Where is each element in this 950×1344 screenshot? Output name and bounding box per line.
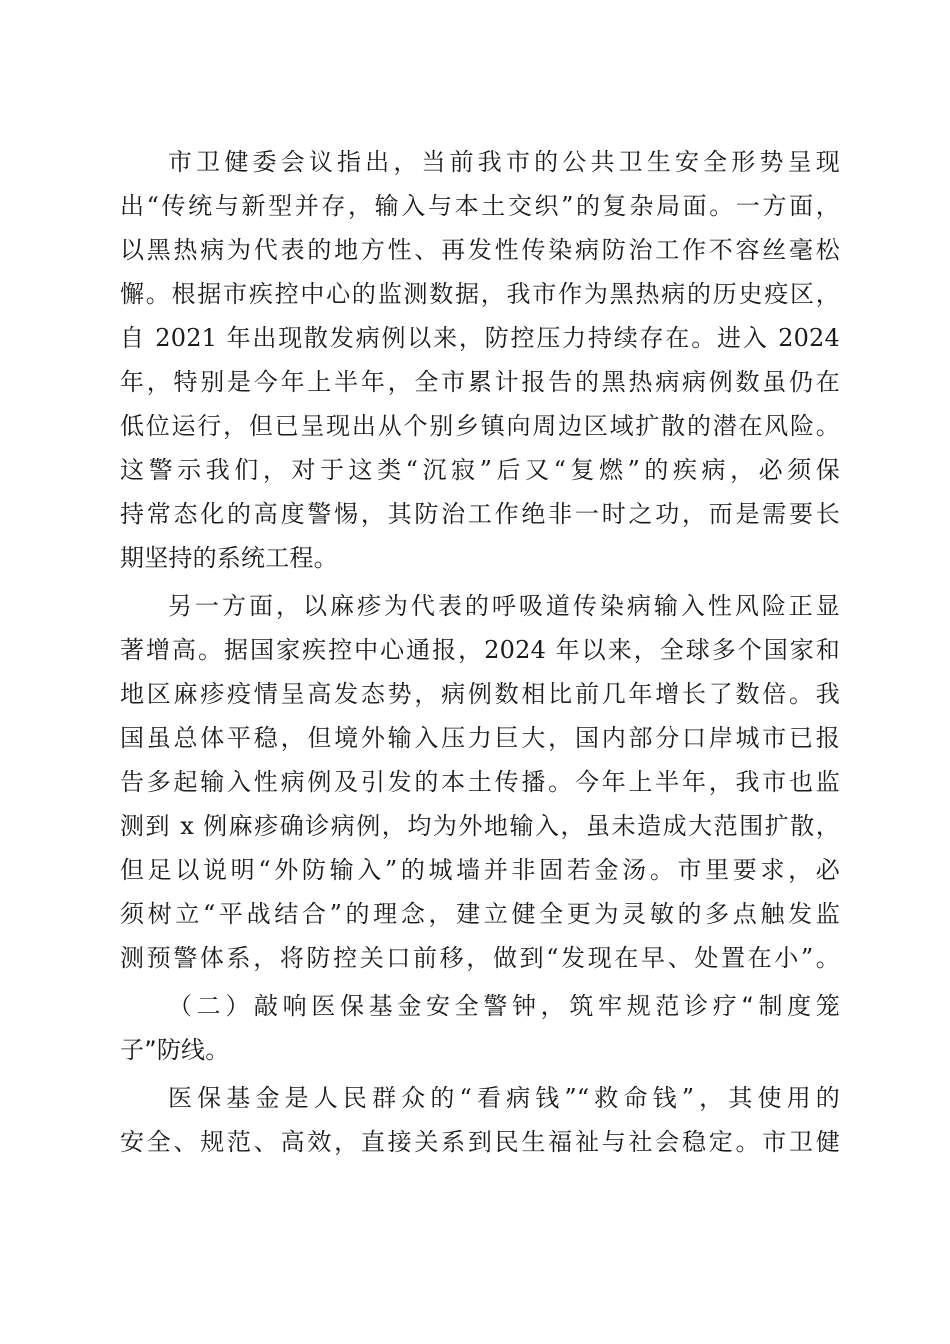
paragraph-1-line-1: 市卫健委会议指出，当前我市的公共卫生安全形势呈现 [168, 148, 840, 176]
paragraph-2-line-5: 告多起输入性病例及引发的本土传播。今年上半年，我市也监 [120, 768, 840, 796]
section-heading-line-1: （二）敲响医保基金安全警钟，筑牢规范诊疗“制度笼 [168, 992, 840, 1020]
paragraph-1-line-6: 年，特别是今年上半年，全市累计报告的黑热病病例数虽仍在 [120, 368, 840, 396]
paragraph-2-line-4: 国虽总体平稳，但境外输入压力巨大，国内部分口岸城市已报 [120, 724, 840, 752]
paragraph-1-line-5: 自 2021 年出现散发病例以来，防控压力持续存在。进入 2024 [120, 324, 840, 352]
paragraph-1-line-7: 低位运行，但已呈现出从个别乡镇向周边区域扩散的潜在风险。 [120, 412, 840, 440]
paragraph-2-line-7: 但足以说明“外防输入”的城墙并非固若金汤。市里要求，必 [120, 856, 840, 884]
paragraph-2-line-9: 测预警体系，将防控关口前移，做到“发现在早、处置在小”。 [120, 944, 840, 972]
paragraph-2-line-1: 另一方面，以麻疹为代表的呼吸道传染病输入性风险正显 [168, 592, 840, 620]
paragraph-2-line-3: 地区麻疹疫情呈高发态势，病例数相比前几年增长了数倍。我 [120, 680, 840, 708]
paragraph-2-line-8: 须树立“平战结合”的理念，建立健全更为灵敏的多点触发监 [120, 900, 840, 928]
paragraph-2-line-6: 测到 x 例麻疹确诊病例，均为外地输入，虽未造成大范围扩散， [120, 812, 840, 840]
paragraph-1-line-9: 持常态化的高度警惕，其防治工作绝非一时之功，而是需要长 [120, 500, 840, 528]
section-heading-line-2: 子”防线。 [120, 1036, 230, 1064]
paragraph-1-line-8: 这警示我们，对于这类“沉寂”后又“复燃”的疾病，必须保 [120, 456, 840, 484]
paragraph-3-line-2: 安全、规范、高效，直接关系到民生福祉与社会稳定。市卫健 [120, 1128, 840, 1156]
paragraph-2-line-2: 著增高。据国家疾控中心通报，2024 年以来，全球多个国家和 [120, 636, 840, 664]
paragraph-1-line-2: 出“传统与新型并存，输入与本土交织”的复杂局面。一方面， [120, 192, 840, 220]
paragraph-1-line-3: 以黑热病为代表的地方性、再发性传染病防治工作不容丝毫松 [120, 236, 840, 264]
paragraph-3-line-1: 医保基金是人民群众的“看病钱”“救命钱”，其使用的 [168, 1084, 840, 1112]
paragraph-1-line-10: 期坚持的系统工程。 [120, 544, 338, 572]
paragraph-1-line-4: 懈。根据市疾控中心的监测数据，我市作为黑热病的历史疫区， [120, 280, 840, 308]
